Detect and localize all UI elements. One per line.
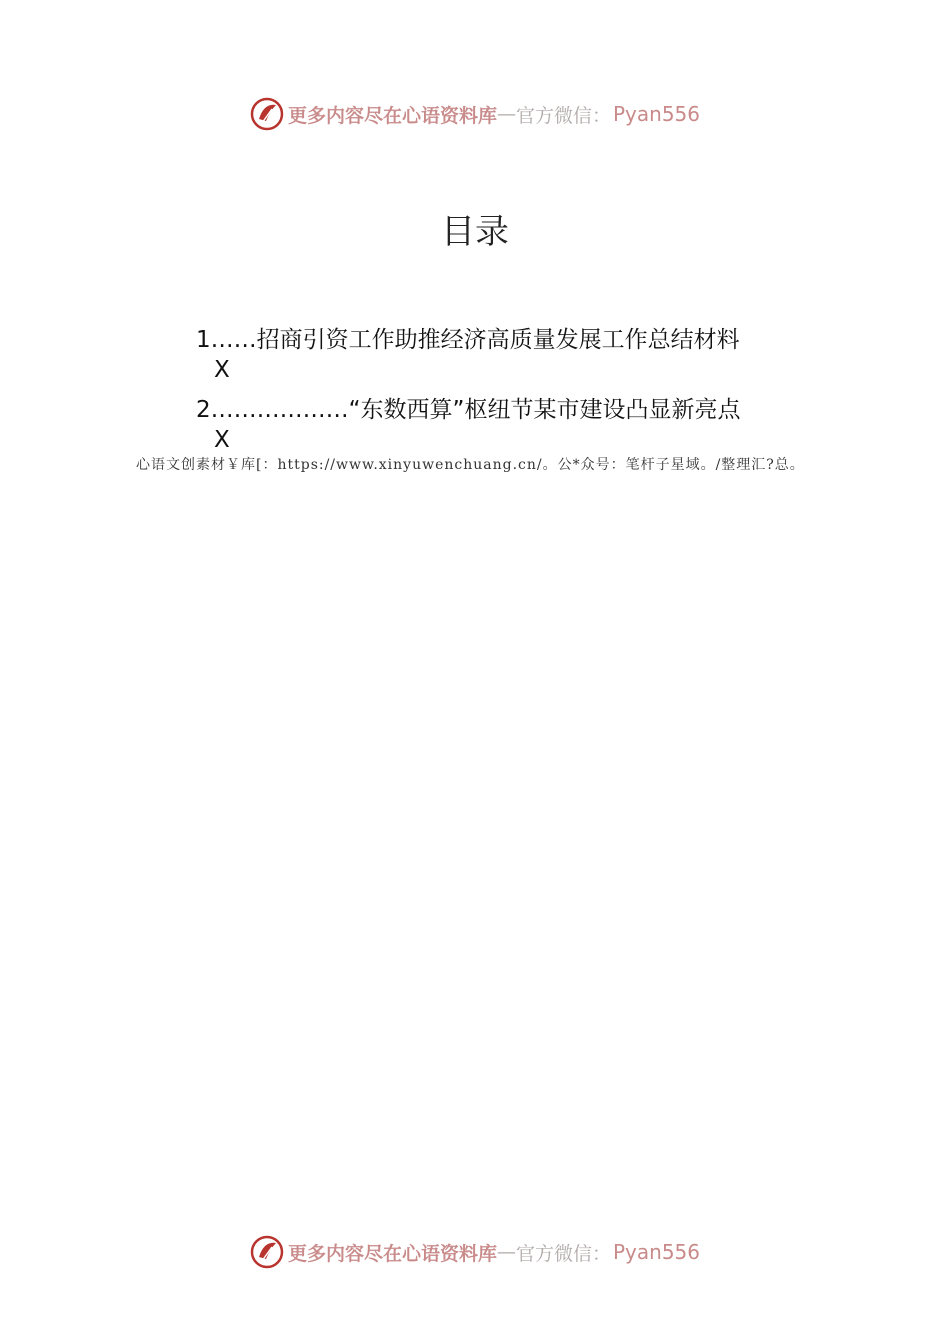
toc-entry-tail: X bbox=[214, 357, 230, 383]
pen-circle-logo-icon bbox=[250, 1235, 284, 1269]
toc-entry[interactable] bbox=[196, 395, 816, 455]
toc-entry-text: 2………………“东数西算”枢纽节某市建设凸显新亮点 bbox=[196, 397, 741, 423]
banner-sub-text: 官方微信： bbox=[515, 104, 611, 127]
source-note: 心语文创素材￥库[：https://www.xinyuwenchuang.cn/。公*众号：笔杆子星域。/整理汇?总。 bbox=[136, 457, 805, 473]
toc-entry-tail: X bbox=[214, 427, 230, 453]
header-banner bbox=[0, 94, 950, 134]
banner-dash: — bbox=[496, 1241, 516, 1263]
banner-account: Pyan556 bbox=[613, 1240, 701, 1264]
banner-main-text: 更多内容尽在心语资料库 bbox=[287, 1242, 497, 1265]
pen-circle-logo-icon bbox=[250, 97, 284, 131]
page-title: 目录 bbox=[441, 212, 509, 252]
banner-main-text: 更多内容尽在心语资料库 bbox=[287, 104, 497, 127]
banner-sub-text: 官方微信： bbox=[515, 1242, 611, 1265]
banner-dash: — bbox=[496, 103, 516, 125]
footer-banner bbox=[0, 1232, 950, 1272]
toc-entry-text: 1……招商引资工作助推经济高质量发展工作总结材料 bbox=[196, 327, 740, 353]
toc-entry[interactable] bbox=[196, 325, 816, 385]
banner-account: Pyan556 bbox=[613, 102, 701, 126]
